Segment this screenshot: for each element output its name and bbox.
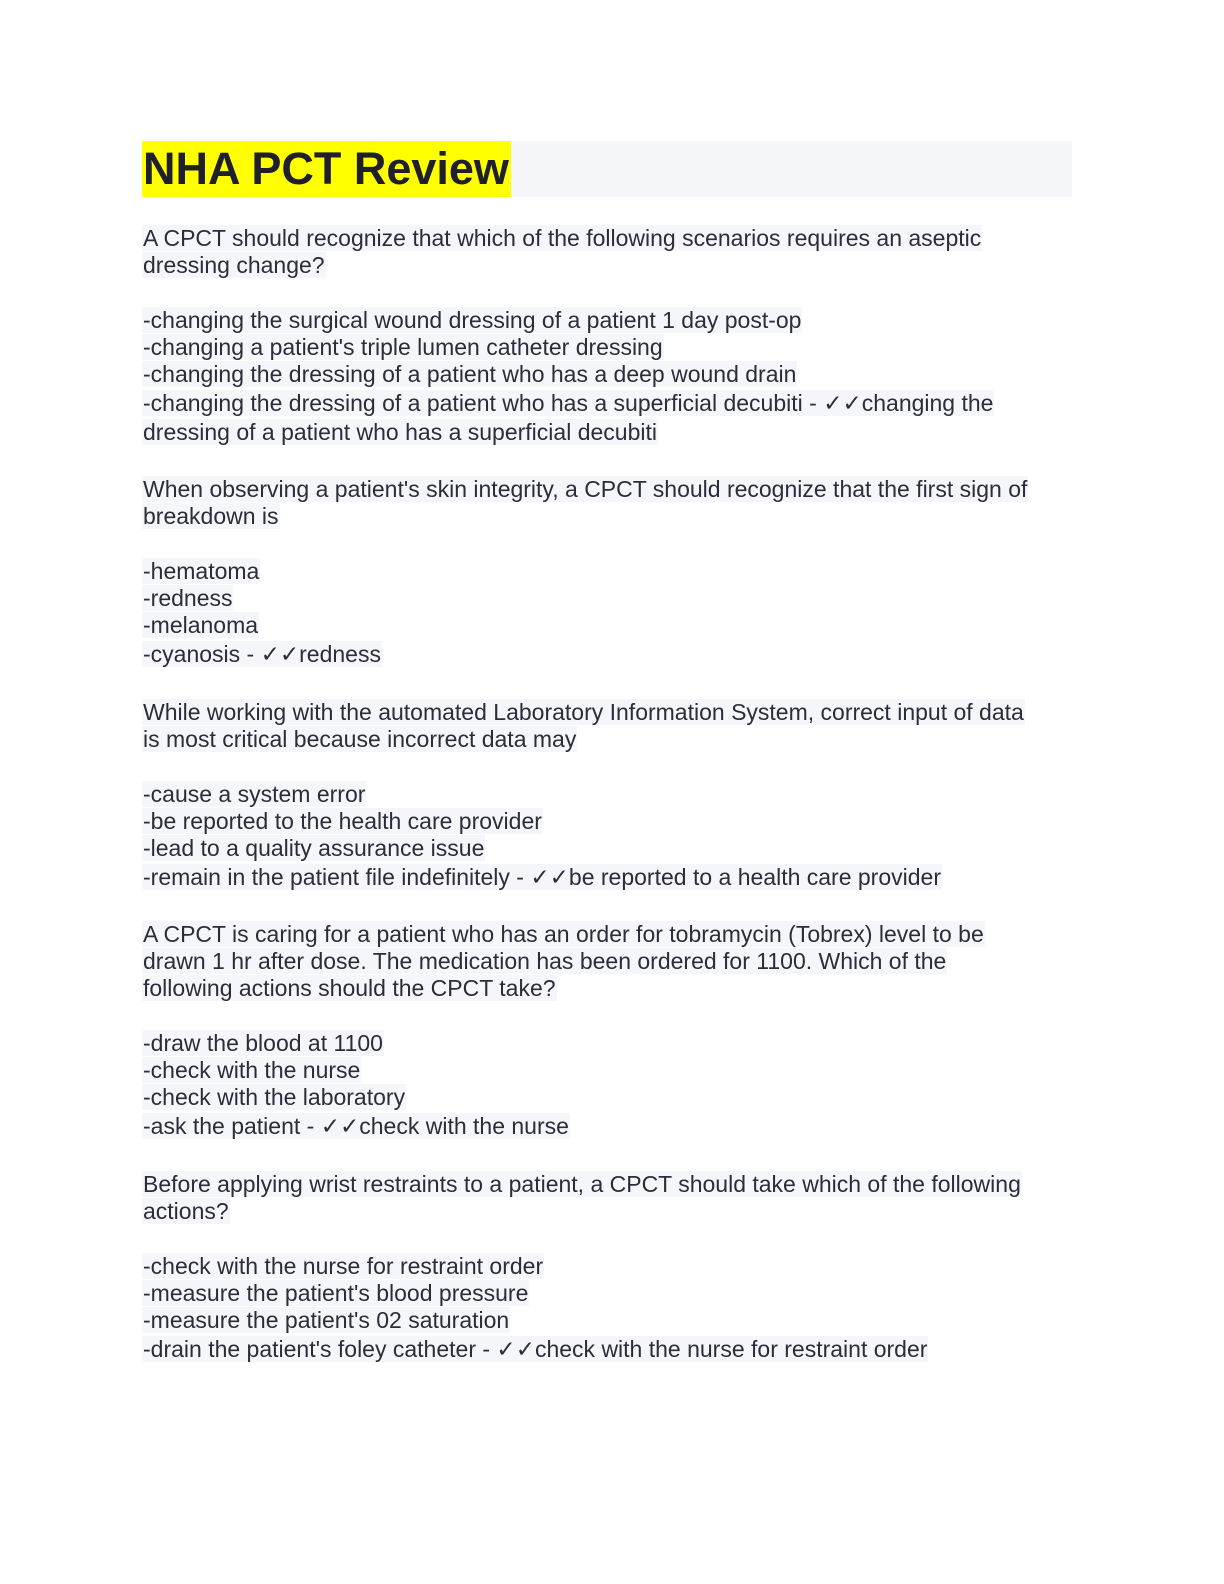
answer-text: redness	[299, 641, 381, 667]
question-5-options	[142, 1253, 1082, 1365]
option-item: -melanoma	[143, 612, 259, 638]
option-item: -draw the blood at 1100	[143, 1030, 383, 1056]
question-5-prompt	[142, 1171, 1082, 1225]
prompt-line: following actions should the CPCT take?	[143, 975, 556, 1001]
check-mark-icon: ✓✓	[530, 865, 569, 891]
question-3-prompt	[142, 699, 1082, 753]
document-title: NHA PCT Review	[142, 141, 511, 197]
prompt-line: A CPCT is caring for a patient who has an order for tobramycin (Tobrex) level to be	[143, 921, 984, 947]
prompt-line: breakdown is	[143, 503, 279, 529]
option-item: -check with the nurse	[143, 1057, 361, 1083]
option-item: -check with the nurse for restraint order	[143, 1253, 544, 1279]
option-item: -redness	[143, 585, 233, 611]
last-option: -changing the dressing of a patient who has a superficial decubiti -	[143, 390, 824, 416]
check-mark-icon: ✓✓	[823, 391, 862, 417]
last-option: -cyanosis -	[143, 641, 261, 667]
answer-text-continued: dressing of a patient who has a superficial decubiti	[143, 419, 657, 445]
question-4-options	[142, 1030, 1082, 1142]
prompt-line: actions?	[143, 1198, 229, 1224]
question-4-prompt	[142, 921, 1082, 1002]
option-item: -lead to a quality assurance issue	[143, 835, 485, 861]
option-item: -measure the patient's blood pressure	[143, 1280, 529, 1306]
prompt-line: A CPCT should recognize that which of the following scenarios requires an aseptic	[143, 225, 982, 251]
answer-text: check with the nurse for restraint order	[534, 1336, 928, 1362]
answer-text: check with the nurse	[359, 1113, 569, 1139]
check-mark-icon: ✓✓	[260, 642, 300, 668]
answer-line	[142, 1113, 570, 1139]
prompt-line: drawn 1 hr after dose. The medication has been ordered for 1100. Which of the	[143, 948, 947, 974]
option-item: -hematoma	[143, 558, 260, 584]
question-1-prompt	[142, 225, 1082, 279]
answer-line	[142, 864, 942, 890]
last-option: -remain in the patient file indefinitely -	[143, 864, 531, 890]
answer-line	[142, 1336, 928, 1362]
question-2-options	[142, 558, 1082, 670]
question-2-prompt	[142, 476, 1082, 530]
question-3-options	[142, 781, 1082, 893]
answer-text: changing the	[861, 390, 994, 416]
option-item: -cause a system error	[143, 781, 366, 807]
option-item: -measure the patient's 02 saturation	[143, 1307, 510, 1333]
check-mark-icon: ✓✓	[496, 1337, 535, 1363]
last-option: -ask the patient -	[143, 1113, 321, 1139]
answer-text: be reported to a health care provider	[568, 864, 941, 890]
prompt-line: dressing change?	[143, 252, 325, 278]
question-1-options	[142, 307, 1082, 446]
option-item: -changing a patient's triple lumen catheter dressing	[143, 334, 663, 360]
answer-line	[142, 641, 382, 667]
last-option: -drain the patient's foley catheter -	[143, 1336, 497, 1362]
check-mark-icon: ✓✓	[320, 1114, 360, 1140]
prompt-line: While working with the automated Laboratory Information System, correct input of data	[143, 699, 1024, 725]
option-item: -changing the dressing of a patient who has a deep wound drain	[143, 361, 797, 387]
option-item: -changing the surgical wound dressing of a patient 1 day post-op	[143, 307, 802, 333]
prompt-line: is most critical because incorrect data may	[143, 726, 577, 752]
answer-line	[142, 390, 994, 416]
prompt-line: Before applying wrist restraints to a patient, a CPCT should take which of the following	[143, 1171, 1021, 1197]
prompt-line: When observing a patient's skin integrity, a CPCT should recognize that the first sign of	[143, 476, 1028, 502]
option-item: -be reported to the health care provider	[143, 808, 542, 834]
option-item: -check with the laboratory	[143, 1084, 406, 1110]
